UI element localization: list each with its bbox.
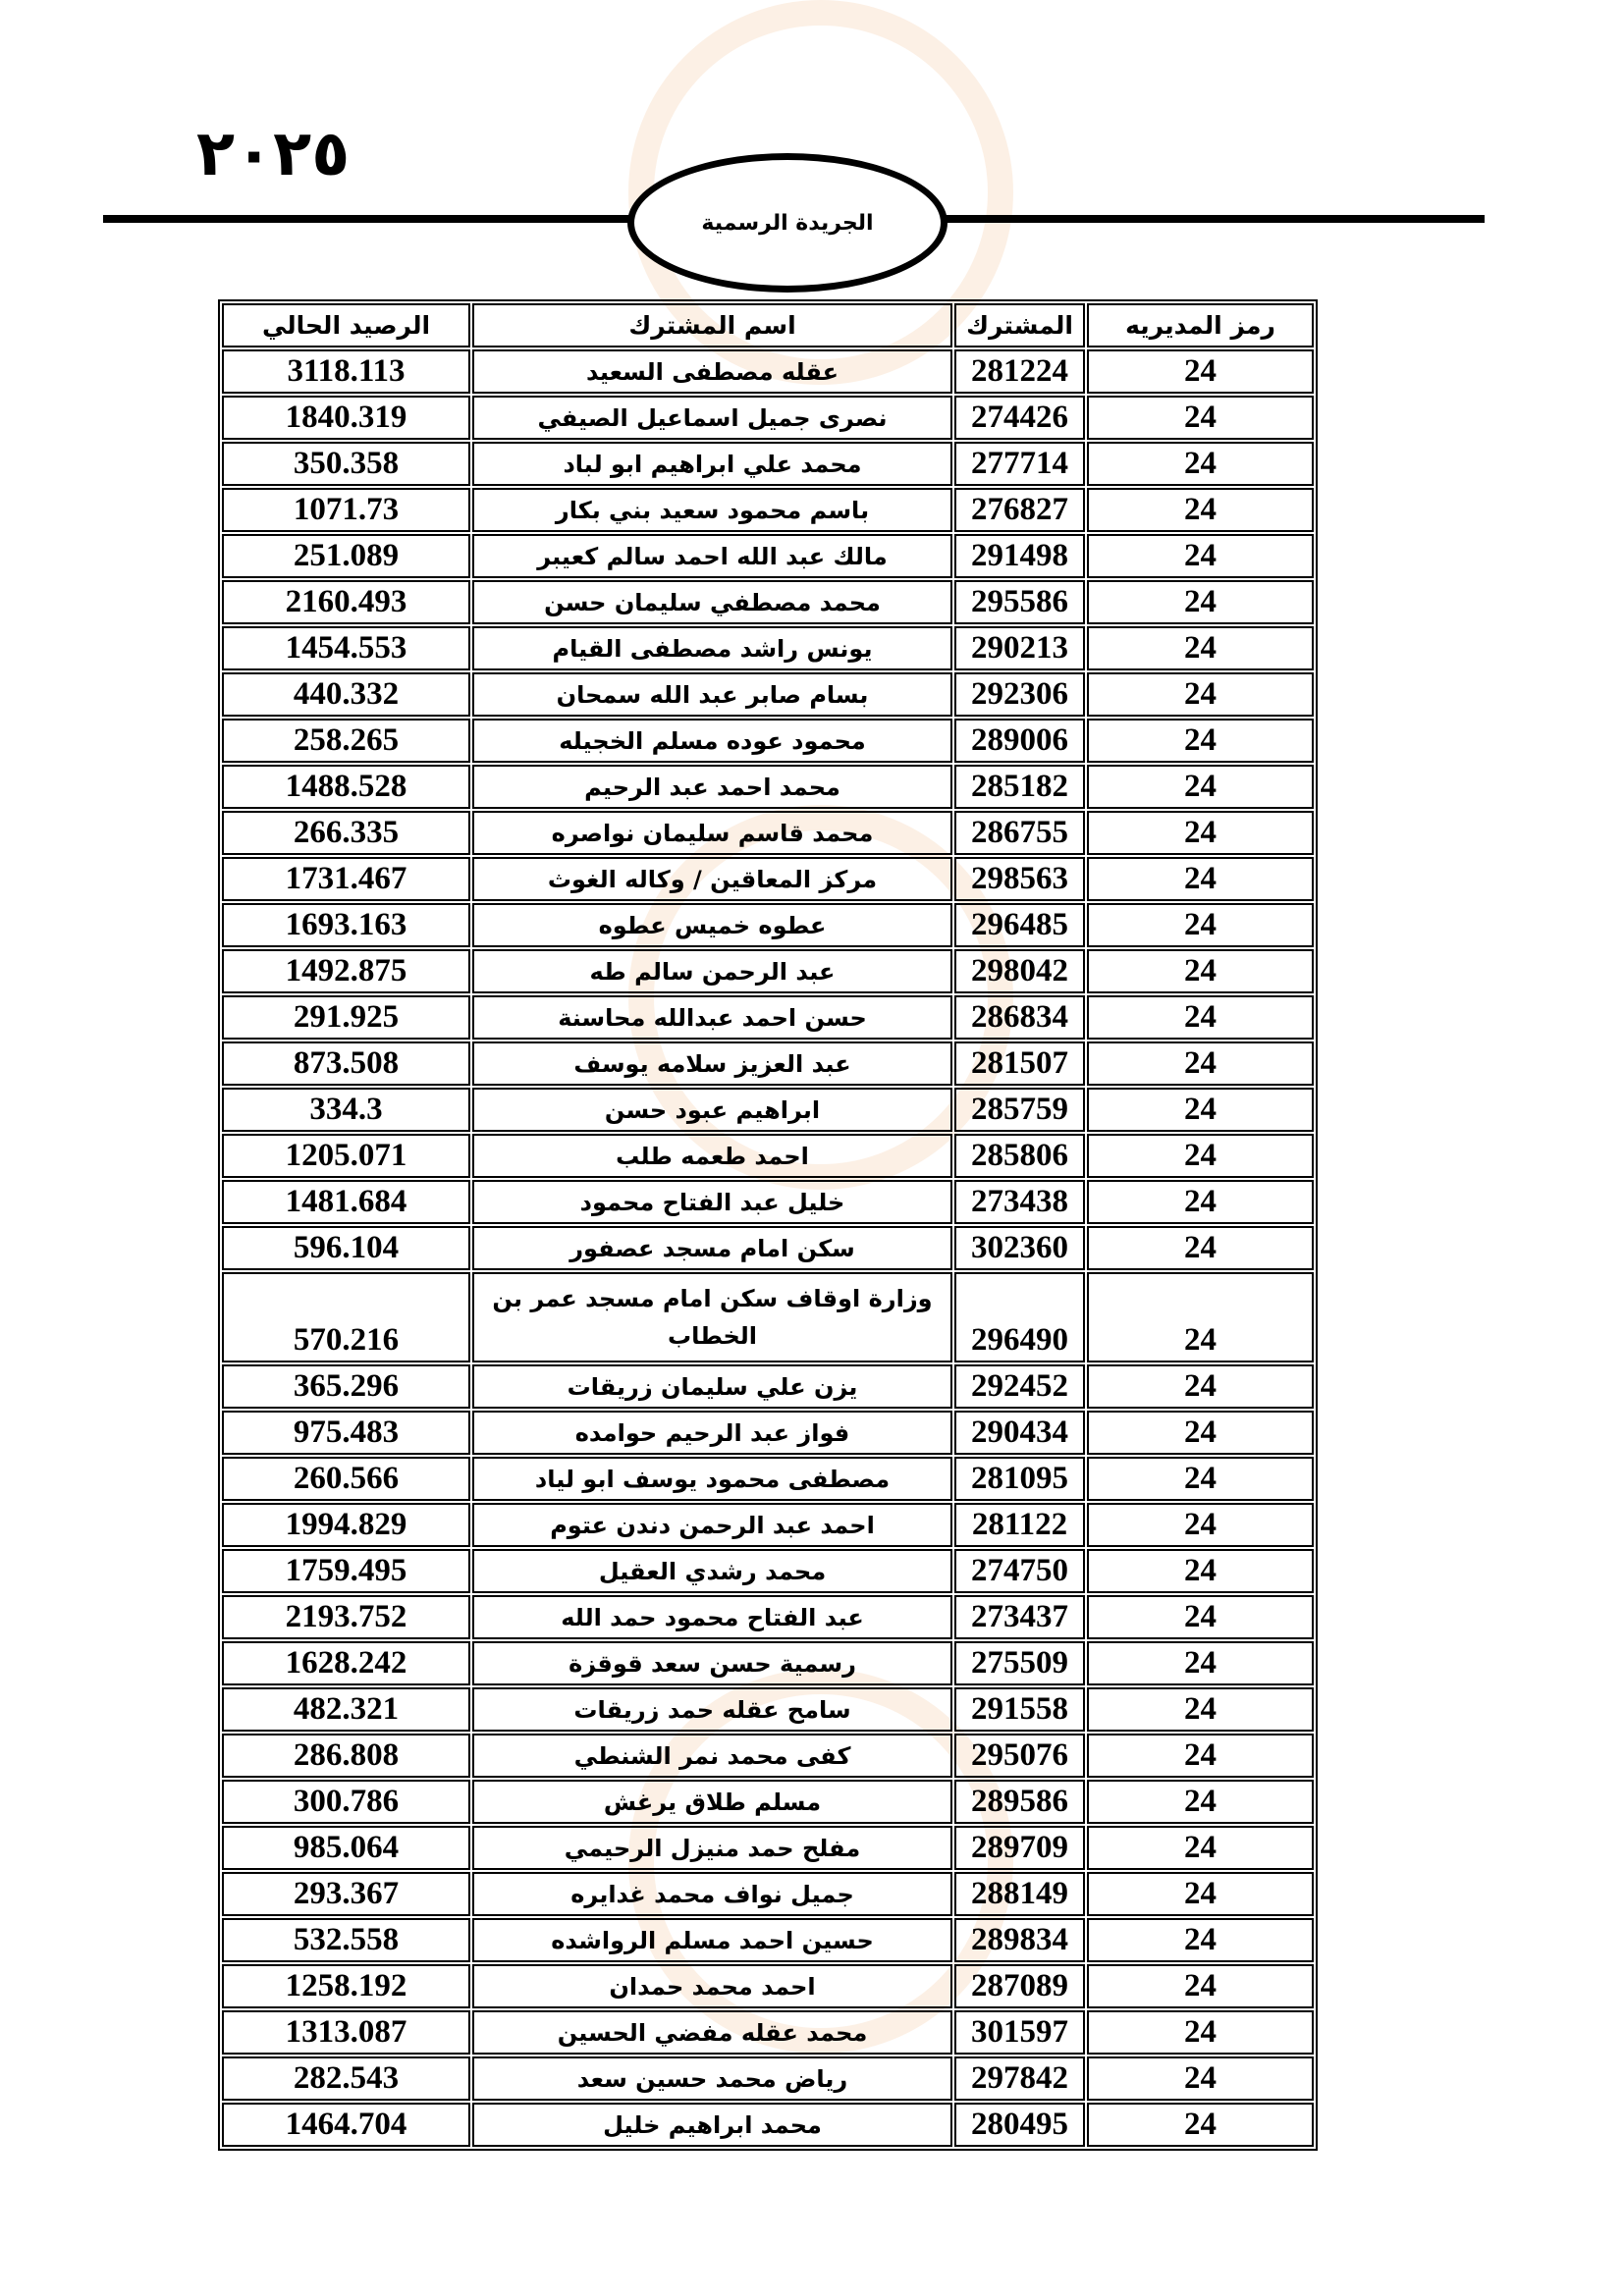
table-row [222, 1780, 1314, 1824]
current-balance: 1071.73 [222, 488, 470, 532]
directorate-code: 24 [1087, 765, 1314, 809]
table-row [222, 2103, 1314, 2147]
directorate-code: 24 [1087, 1180, 1314, 1224]
table-row [222, 1687, 1314, 1732]
subscriber-number: 290434 [954, 1411, 1085, 1455]
directorate-code: 24 [1087, 2010, 1314, 2055]
directorate-code: 24 [1087, 719, 1314, 763]
subscriber-number: 288149 [954, 1872, 1085, 1916]
subscriber-name: احمد محمد حمدان [472, 1964, 952, 2008]
table-row [222, 1088, 1314, 1132]
table-row [222, 442, 1314, 486]
subscriber-number: 274750 [954, 1549, 1085, 1593]
subscriber-name: حسن احمد عبدالله محاسنة [472, 995, 952, 1040]
subscriber-number: 280495 [954, 2103, 1085, 2147]
table-row [222, 626, 1314, 670]
subscriber-number: 286834 [954, 995, 1085, 1040]
current-balance: 1481.684 [222, 1180, 470, 1224]
subscriber-name: مصطفى محمود يوسف ابو لياد [472, 1457, 952, 1501]
current-balance: 282.543 [222, 2056, 470, 2101]
current-balance: 1693.163 [222, 903, 470, 947]
directorate-code: 24 [1087, 580, 1314, 624]
subscriber-name: كفى محمد نمر الشنطي [472, 1734, 952, 1778]
directorate-code: 24 [1087, 1641, 1314, 1685]
subscriber-number: 285806 [954, 1134, 1085, 1178]
subscriber-name: محمد قاسم سليمان نواصره [472, 811, 952, 855]
current-balance: 482.321 [222, 1687, 470, 1732]
subscriber-number: 275509 [954, 1641, 1085, 1685]
table-row [222, 1549, 1314, 1593]
directorate-code: 24 [1087, 672, 1314, 717]
subscriber-name: مركز المعاقين / وكاله الغوث [472, 857, 952, 901]
subscriber-number: 296490 [954, 1272, 1085, 1362]
subscriber-name: عبد الفتاح محمود حمد الله [472, 1595, 952, 1639]
directorate-code: 24 [1087, 534, 1314, 578]
current-balance: 1258.192 [222, 1964, 470, 2008]
table-row [222, 1964, 1314, 2008]
directorate-code: 24 [1087, 488, 1314, 532]
table-row [222, 811, 1314, 855]
subscriber-name: محمد علي ابراهيم ابو لباد [472, 442, 952, 486]
directorate-code: 24 [1087, 949, 1314, 993]
table-row [222, 1411, 1314, 1455]
directorate-code: 24 [1087, 1134, 1314, 1178]
subscriber-name: احمد طعمه طلب [472, 1134, 952, 1178]
subscriber-name: عقله مصطفى السعيد [472, 349, 952, 394]
table-row [222, 1272, 1314, 1362]
subscriber-number: 281224 [954, 349, 1085, 394]
subscriber-number: 289006 [954, 719, 1085, 763]
table-row [222, 1226, 1314, 1270]
subscribers-table [218, 299, 1318, 2151]
subscriber-name: ابراهيم عبود حسن [472, 1088, 952, 1132]
subscriber-name: سامح عقله حمد زريقات [472, 1687, 952, 1732]
column-header: اسم المشترك [472, 303, 952, 347]
current-balance: 1994.829 [222, 1503, 470, 1547]
subscriber-number: 289709 [954, 1826, 1085, 1870]
current-balance: 440.332 [222, 672, 470, 717]
table-row [222, 2056, 1314, 2101]
current-balance: 334.3 [222, 1088, 470, 1132]
table-row [222, 1918, 1314, 1962]
directorate-code: 24 [1087, 626, 1314, 670]
subscriber-number: 292306 [954, 672, 1085, 717]
subscriber-number: 295076 [954, 1734, 1085, 1778]
table-row [222, 488, 1314, 532]
subscriber-number: 298042 [954, 949, 1085, 993]
subscriber-number: 291498 [954, 534, 1085, 578]
current-balance: 2193.752 [222, 1595, 470, 1639]
current-balance: 1731.467 [222, 857, 470, 901]
subscriber-name: رسمية حسن سعد قوقزة [472, 1641, 952, 1685]
subscriber-name: نصرى جميل اسماعيل الصيفي [472, 396, 952, 440]
directorate-code: 24 [1087, 349, 1314, 394]
year: ٢٠٢٥ [196, 118, 351, 190]
subscriber-number: 301597 [954, 2010, 1085, 2055]
subscriber-name: مفلح حمد منيزل الرحيمي [472, 1826, 952, 1870]
subscriber-number: 281507 [954, 1041, 1085, 1086]
directorate-code: 24 [1087, 442, 1314, 486]
subscriber-name: يونس راشد مصطفى القيام [472, 626, 952, 670]
subscriber-name: محمود عوده مسلم الخجيله [472, 719, 952, 763]
subscriber-number: 291558 [954, 1687, 1085, 1732]
subscriber-number: 297842 [954, 2056, 1085, 2101]
current-balance: 1628.242 [222, 1641, 470, 1685]
current-balance: 266.335 [222, 811, 470, 855]
subscriber-name: جميل نواف محمد غدايره [472, 1872, 952, 1916]
current-balance: 570.216 [222, 1272, 470, 1362]
current-balance: 293.367 [222, 1872, 470, 1916]
subscriber-number: 281122 [954, 1503, 1085, 1547]
subscriber-number: 296485 [954, 903, 1085, 947]
subscriber-number: 285759 [954, 1088, 1085, 1132]
subscriber-name: مسلم طلاق يرغش [472, 1780, 952, 1824]
column-header: رمز المديريه [1087, 303, 1314, 347]
current-balance: 1313.087 [222, 2010, 470, 2055]
table-row [222, 1180, 1314, 1224]
directorate-code: 24 [1087, 1780, 1314, 1824]
subscriber-name: عبد الرحمن سالم طه [472, 949, 952, 993]
directorate-code: 24 [1087, 396, 1314, 440]
subscriber-name: محمد عقله مفضي الحسين [472, 2010, 952, 2055]
table-row [222, 349, 1314, 394]
directorate-code: 24 [1087, 1503, 1314, 1547]
current-balance: 873.508 [222, 1041, 470, 1086]
subscriber-name: حسين احمد مسلم الرواشده [472, 1918, 952, 1962]
subscriber-number: 292452 [954, 1364, 1085, 1409]
current-balance: 596.104 [222, 1226, 470, 1270]
directorate-code: 24 [1087, 1918, 1314, 1962]
current-balance: 985.064 [222, 1826, 470, 1870]
table-row [222, 1503, 1314, 1547]
table-row [222, 1364, 1314, 1409]
subscriber-name: محمد احمد عبد الرحيم [472, 765, 952, 809]
current-balance: 1759.495 [222, 1549, 470, 1593]
directorate-code: 24 [1087, 1687, 1314, 1732]
subscriber-name: رياض محمد حسين سعد [472, 2056, 952, 2101]
table-row [222, 1041, 1314, 1086]
current-balance: 286.808 [222, 1734, 470, 1778]
subscriber-name: محمد مصطفي سليمان حسن [472, 580, 952, 624]
directorate-code: 24 [1087, 1964, 1314, 2008]
subscriber-name: عطوه خميس عطوه [472, 903, 952, 947]
directorate-code: 24 [1087, 1872, 1314, 1916]
table-row [222, 1457, 1314, 1501]
column-header: الرصيد الحالي [222, 303, 470, 347]
subscriber-name: عبد العزيز سلامه يوسف [472, 1041, 952, 1086]
table-row [222, 2010, 1314, 2055]
subscriber-number: 281095 [954, 1457, 1085, 1501]
table-row [222, 949, 1314, 993]
subscriber-number: 302360 [954, 1226, 1085, 1270]
subscriber-number: 274426 [954, 396, 1085, 440]
column-header: المشترك [954, 303, 1085, 347]
directorate-code: 24 [1087, 857, 1314, 901]
subscriber-number: 277714 [954, 442, 1085, 486]
table-row [222, 1734, 1314, 1778]
subscriber-number: 276827 [954, 488, 1085, 532]
table-row [222, 1872, 1314, 1916]
subscriber-number: 273437 [954, 1595, 1085, 1639]
subscriber-name: سكن امام مسجد عصفور [472, 1226, 952, 1270]
current-balance: 260.566 [222, 1457, 470, 1501]
current-balance: 3118.113 [222, 349, 470, 394]
table-row [222, 857, 1314, 901]
subscriber-name: محمد رشدي العقيل [472, 1549, 952, 1593]
subscriber-name: بسام صابر عبد الله سمحان [472, 672, 952, 717]
current-balance: 1492.875 [222, 949, 470, 993]
directorate-code: 24 [1087, 1364, 1314, 1409]
table-row [222, 1641, 1314, 1685]
table-row [222, 995, 1314, 1040]
current-balance: 2160.493 [222, 580, 470, 624]
directorate-code: 24 [1087, 1457, 1314, 1501]
current-balance: 365.296 [222, 1364, 470, 1409]
gazette-title: الجريدة الرسمية [701, 210, 874, 236]
subscriber-number: 287089 [954, 1964, 1085, 2008]
table-header-row [222, 303, 1314, 347]
directorate-code: 24 [1087, 1226, 1314, 1270]
directorate-code: 24 [1087, 903, 1314, 947]
current-balance: 975.483 [222, 1411, 470, 1455]
directorate-code: 24 [1087, 1826, 1314, 1870]
table-row [222, 719, 1314, 763]
current-balance: 1464.704 [222, 2103, 470, 2147]
subscriber-name: باسم محمود سعيد بني بكار [472, 488, 952, 532]
directorate-code: 24 [1087, 1734, 1314, 1778]
subscriber-number: 273438 [954, 1180, 1085, 1224]
directorate-code: 24 [1087, 995, 1314, 1040]
directorate-code: 24 [1087, 2056, 1314, 2101]
subscriber-name: احمد عبد الرحمن دندن عتوم [472, 1503, 952, 1547]
subscriber-number: 285182 [954, 765, 1085, 809]
current-balance: 1205.071 [222, 1134, 470, 1178]
current-balance: 258.265 [222, 719, 470, 763]
directorate-code: 24 [1087, 1549, 1314, 1593]
directorate-code: 24 [1087, 1088, 1314, 1132]
directorate-code: 24 [1087, 811, 1314, 855]
table-row [222, 1826, 1314, 1870]
current-balance: 532.558 [222, 1918, 470, 1962]
subscriber-name: وزارة اوقاف سكن امام مسجد عمر بن الخطاب [472, 1272, 952, 1362]
table-row [222, 580, 1314, 624]
directorate-code: 24 [1087, 1041, 1314, 1086]
directorate-code: 24 [1087, 2103, 1314, 2147]
subscriber-name: محمد ابراهيم خليل [472, 2103, 952, 2147]
directorate-code: 24 [1087, 1411, 1314, 1455]
table-row [222, 534, 1314, 578]
current-balance: 291.925 [222, 995, 470, 1040]
table-row [222, 396, 1314, 440]
table-row [222, 672, 1314, 717]
table-row [222, 903, 1314, 947]
subscriber-number: 290213 [954, 626, 1085, 670]
subscriber-name: مالك عبد الله احمد سالم كعيبر [472, 534, 952, 578]
subscriber-number: 295586 [954, 580, 1085, 624]
current-balance: 1488.528 [222, 765, 470, 809]
table-row [222, 765, 1314, 809]
current-balance: 300.786 [222, 1780, 470, 1824]
subscriber-name: خليل عبد الفتاح محمود [472, 1180, 952, 1224]
gazette-title-badge [627, 153, 947, 293]
current-balance: 251.089 [222, 534, 470, 578]
current-balance: 1840.319 [222, 396, 470, 440]
subscriber-name: فواز عبد الرحيم حوامده [472, 1411, 952, 1455]
directorate-code: 24 [1087, 1595, 1314, 1639]
subscriber-name: يزن علي سليمان زريقات [472, 1364, 952, 1409]
subscriber-number: 289586 [954, 1780, 1085, 1824]
subscriber-number: 286755 [954, 811, 1085, 855]
subscriber-number: 289834 [954, 1918, 1085, 1962]
current-balance: 350.358 [222, 442, 470, 486]
current-balance: 1454.553 [222, 626, 470, 670]
table-row [222, 1134, 1314, 1178]
directorate-code: 24 [1087, 1272, 1314, 1362]
subscriber-number: 298563 [954, 857, 1085, 901]
table-row [222, 1595, 1314, 1639]
